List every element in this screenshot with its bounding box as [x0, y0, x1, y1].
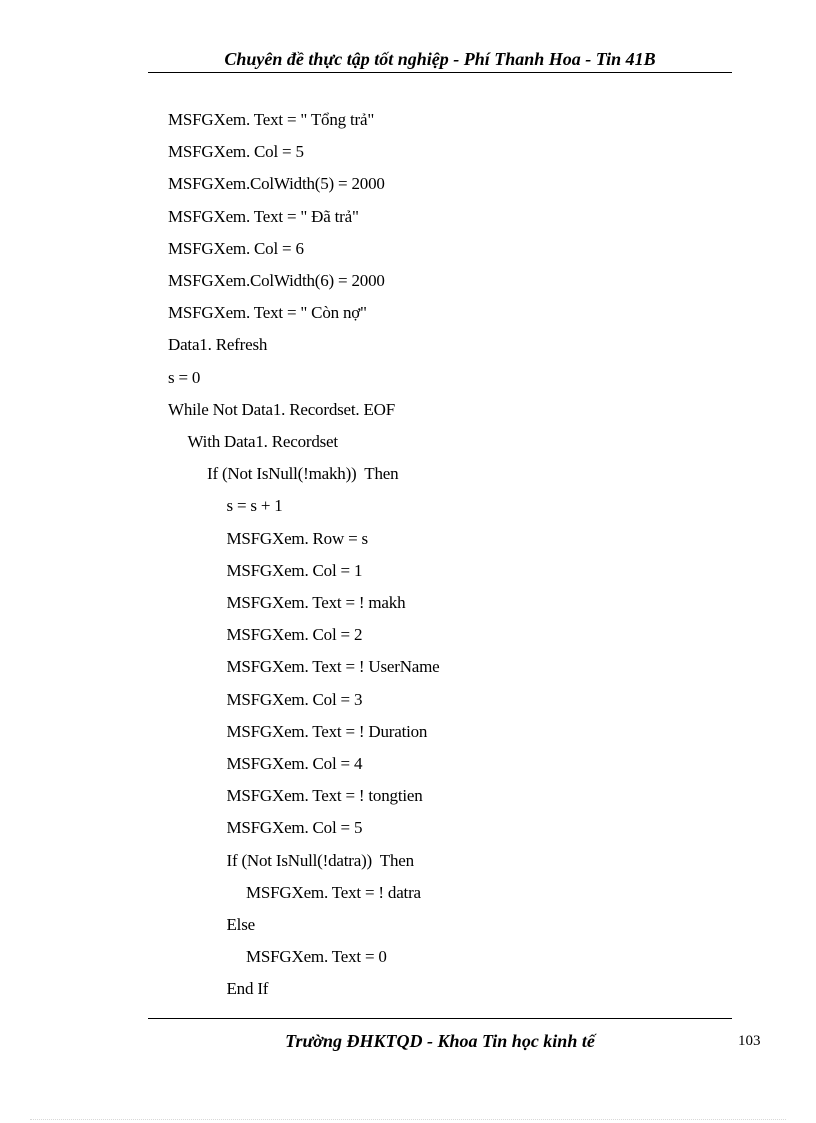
code-line: MSFGXem. Col = 2 — [226, 625, 363, 645]
page-header-title: Chuyên đề thực tập tốt nghiệp - Phí Thanh Hoa - Tin 41B — [224, 49, 656, 69]
code-line: MSFGXem. Text = " Tổng trả" — [168, 110, 375, 129]
code-line: Data1. Refresh — [168, 335, 268, 355]
code-line: If (Not IsNull(!makh)) Then — [207, 464, 399, 484]
code-line: MSFGXem. Text = ! tongtien — [226, 786, 423, 806]
code-line: MSFGXem.ColWidth(5) = 2000 — [168, 174, 385, 194]
page-footer-title: Trường ĐHKTQD - Khoa Tin học kinh tế — [285, 1031, 595, 1051]
footer-divider — [148, 1018, 732, 1019]
code-line: MSFGXem.ColWidth(6) = 2000 — [168, 271, 385, 290]
code-line: MSFGXem. Text = ! Duration — [226, 721, 428, 741]
code-line: MSFGXem. Col = 3 — [226, 689, 363, 709]
code-line: MSFGXem. Row = s — [226, 528, 368, 548]
code-line: End If — [226, 979, 269, 999]
code-line: MSFGXem. Text = ! UserName — [226, 657, 440, 677]
code-line: MSFGXem. Text = 0 — [246, 947, 387, 967]
code-line: MSFGXem. Text = " Đã trả" — [168, 206, 359, 226]
code-line: s = s + 1 — [226, 496, 283, 516]
page-number: 103 — [738, 1033, 761, 1049]
code-line: s = 0 — [168, 367, 201, 387]
code-line: MSFGXem. Col = 6 — [168, 238, 304, 258]
code-line: MSFGXem. Text = ! datra — [246, 882, 421, 902]
code-line: MSFGXem. Col = 5 — [168, 142, 304, 162]
code-line: MSFGXem. Text = " Còn nợ" — [168, 303, 367, 323]
code-line: While Not Data1. Recordset. EOF — [168, 399, 396, 419]
code-line: MSFGXem. Text = ! makh — [226, 593, 406, 612]
code-line: MSFGXem. Col = 1 — [226, 560, 363, 580]
code-line: If (Not IsNull(!datra)) Then — [226, 850, 414, 870]
code-line: MSFGXem. Col = 5 — [226, 818, 363, 838]
code-line: Else — [226, 915, 255, 934]
header-divider — [148, 72, 732, 73]
page-bottom-border — [30, 1119, 786, 1120]
code-line: MSFGXem. Col = 4 — [226, 754, 363, 773]
code-line: With Data1. Recordset — [187, 432, 338, 451]
